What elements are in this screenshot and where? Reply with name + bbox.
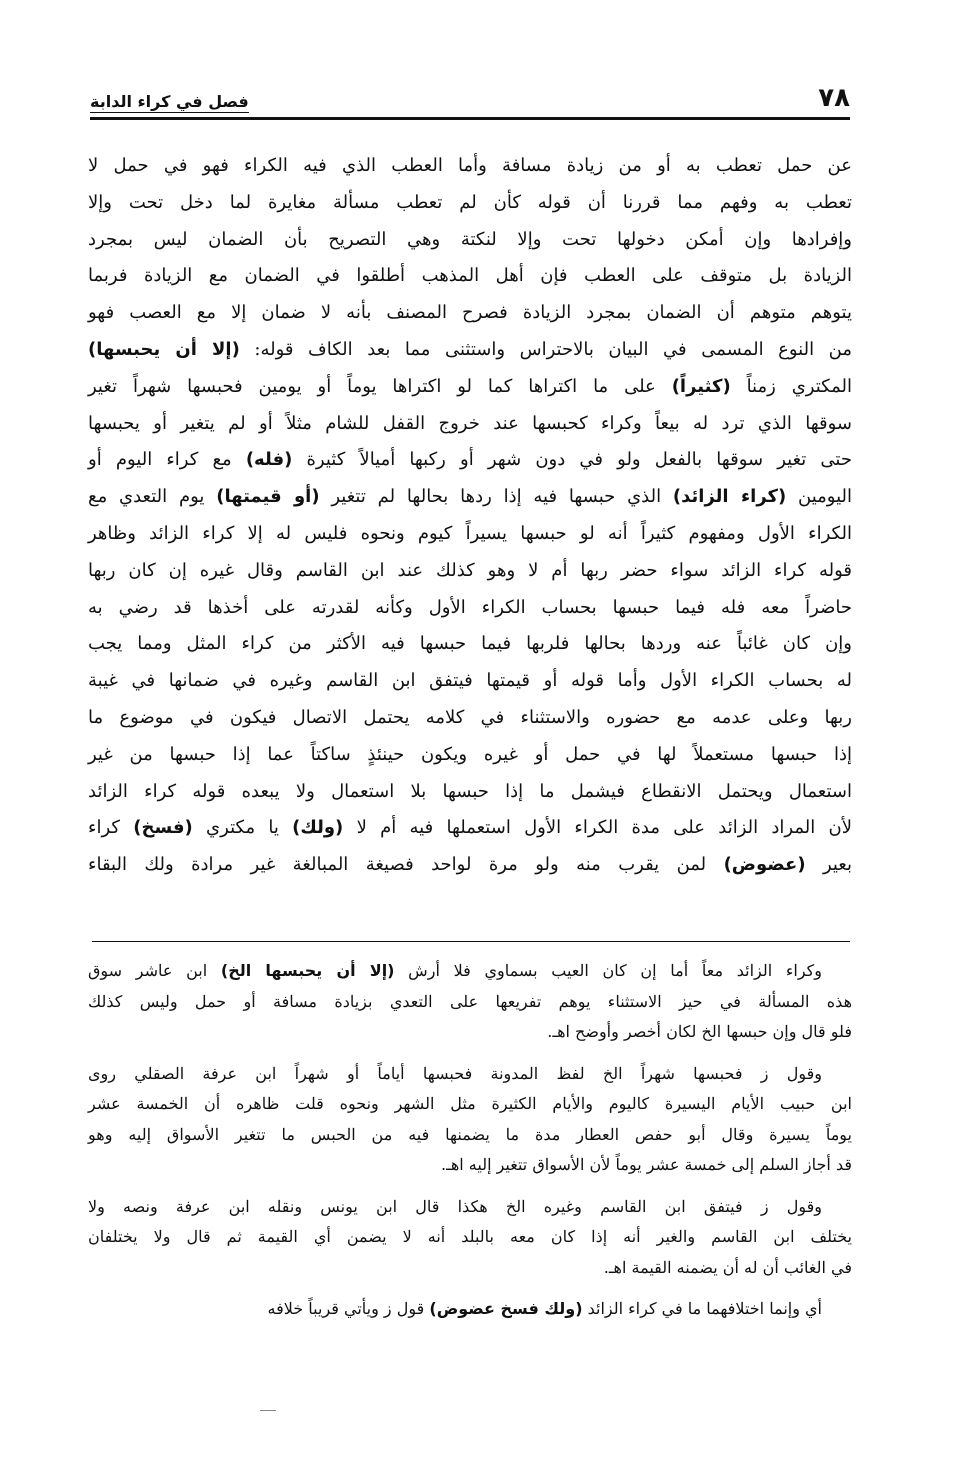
text-run: الكراء الأول ومفهوم كثيراً أنه لو حبسها يسيراً كيوم ونحوه فليس له إلا كراء الزائد وظاهر	[88, 522, 852, 544]
footnote-line	[88, 956, 852, 987]
footnote-line	[88, 1192, 852, 1223]
text-run: حاضراً معه فله فيما حبسها بحساب الكراء الأول وكأنه لقدرته على أخذها قد رضي به	[88, 596, 852, 618]
text-run: وقول ز فحبسها شهراً الخ لفظ المدونة فحبسها أياماً أو شهراً ابن عرفة الصقلي روى	[88, 1063, 822, 1083]
text-run: سوقها الذي ترد له بيعاً وكراء كحبسها عند خروج القفل للشام مثلاً أو لم يتغير أو يحبسها	[88, 412, 852, 434]
text-run: من النوع المسمى في البيان بالاحتراس واستثنى مما بعد الكاف قوله:	[239, 338, 852, 360]
text-run: له بحساب الكراء الأول وأما قوله أو قيمتها فيتفق ابن القاسم وغيره في ضمانها في غيبة	[88, 670, 852, 692]
main-text-line	[88, 626, 852, 663]
footnote-line	[88, 1017, 852, 1048]
text-run: استعمال ويحتمل الانقطاع فيشمل ما إذا حبسها بلا استعمال ولا يبعده قوله كراء الزائد	[88, 780, 852, 802]
text-run: عن حمل تعطب به أو من زيادة مسافة وأما العطب الذي فيه الكراء فهو في حمل لا	[88, 155, 852, 176]
text-run: يوماً يسيرة وقال أبو حفص العطار مدة ما يضمنها فيه من الحبس ما تتغير الأسواق إليه وهو	[88, 1124, 852, 1144]
page-end-mark	[260, 1410, 276, 1411]
text-run: إذا حبسها مستعملاً لها في حمل أو غيره ويكون حينئذٍ ساكتاً عما إذا حبسها من غير	[88, 743, 852, 765]
footnotes	[88, 956, 852, 1336]
main-text-line	[88, 369, 852, 406]
main-text	[88, 148, 852, 884]
text-run: لمن يقرب منه ولو مرة لواحد فصيغة المبالغة غير مرادة ولك البقاء	[88, 854, 724, 876]
text-run: يختلف ابن القاسم والغير أنه إذا كان معه بالبلد أنه لا يضمن أي القيمة ثم قال ولا يختلفان	[88, 1227, 852, 1246]
main-text-line	[88, 737, 852, 774]
main-text-line	[88, 185, 852, 222]
text-run: تعطب به وفهم مما قررنا أن قوله كأن لم تعطب مسألة مغايرة لما دخل تحت وإلا	[88, 191, 852, 213]
text-run: المكتري زمناً	[730, 375, 852, 397]
text-run: لأن المراد الزائد على مدة الكراء الأول استعملها فيه أم لا	[343, 817, 852, 839]
main-text-line	[88, 553, 852, 590]
main-text-line	[88, 479, 852, 516]
footnote-paragraph	[88, 956, 852, 1048]
page-number: ٧٨	[818, 83, 850, 113]
text-run: فلو قال وإن حبسها الخ لكان أخصر وأوضح اهـ.	[547, 1022, 852, 1041]
text-run: قول ز ويأتي قريباً خلافه	[267, 1299, 430, 1318]
text-run: حتى تغير سوقها بالفعل ولو في دون شهر أو ركبها أميالاً كثيرة	[292, 449, 852, 471]
text-run: اليومين	[786, 486, 853, 508]
main-text-line	[88, 663, 852, 700]
bold-matn-quote: (كثيراً)	[671, 375, 731, 397]
text-run: ابن عاشر سوق	[88, 961, 221, 980]
bold-matn-quote: (أو قيمتها)	[216, 486, 320, 508]
footnote-line	[88, 1089, 852, 1120]
main-text-line	[88, 516, 852, 553]
text-run: قد أجاز السلم إلى خمسة عشر يوماً لأن الأسواق تتغير إليه اهـ.	[441, 1155, 852, 1174]
main-text-line	[88, 295, 852, 332]
main-text-line	[88, 847, 852, 884]
main-text-line	[88, 442, 852, 479]
text-run: قوله كراء الزائد سواء حضر ربها أم لا وهو كذلك عند ابن القاسم وقال غيره إن كان ربها	[88, 559, 852, 581]
text-run: الزيادة بل متوقف على العطب فإن أهل المذهب أطلقوا في الضمان مع الزيادة فربما	[88, 265, 852, 287]
footnote-paragraph	[88, 1059, 852, 1181]
bold-matn-quote: (إلا أن يحبسها الخ)	[220, 961, 395, 980]
footnote-line	[88, 1059, 852, 1090]
footnote-separator	[92, 941, 850, 942]
text-run: وإن كان غائباً عنه وردها بحالها فلربها فيما حبسها فيه الأكثر من كراء المثل ومما يجب	[88, 633, 852, 655]
main-text-line	[88, 774, 852, 811]
text-run: يتوهم متوهم أن الضمان بمجرد الزيادة فصرح المصنف بأنه لا ضمان إلا مع العصب فهو	[88, 302, 852, 324]
text-run: أي وإنما اختلافهما ما في كراء الزائد	[582, 1299, 822, 1318]
footnote-line	[88, 1120, 852, 1151]
bold-matn-quote: (فسخ)	[133, 817, 193, 839]
footnote-line	[88, 1150, 852, 1181]
text-run: وإفرادها وإن أمكن دخولها تحت وإلا لنكتة وهي التصريح بأن الضمان ليس بمجرد	[88, 228, 852, 250]
footnote-line	[88, 1253, 852, 1284]
text-run: يوم التعدي مع	[88, 486, 217, 508]
main-text-line	[88, 590, 852, 627]
footnote-line	[88, 1222, 852, 1253]
text-run: يا مكتري	[192, 817, 293, 839]
text-run: وقول ز فيتفق ابن القاسم وغيره الخ هكذا قال ابن يونس ونقله ابن عرفة ونصه ولا	[88, 1196, 823, 1216]
main-text-line	[88, 258, 852, 295]
text-run: الذي حبسها فيه إذا ردها بحالها لم تتغير	[319, 486, 673, 508]
text-run: ربها وعلى عدمه مع حضوره والاستثناء في كلامه يحتمل الاتصال فيكون في موضوع ما	[88, 706, 852, 728]
text-run: هذه المسألة في حيز الاستثناء يوهم تفريعها على التعدي بزيادة مسافة أو حمل وليس كذلك	[88, 991, 852, 1011]
text-run: في الغائب أن له أن يضمنه القيمة اهـ.	[603, 1257, 852, 1277]
text-run: بعير	[805, 854, 852, 876]
text-run: ابن حبيب الأيام اليسيرة كاليوم والأيام الكثيرة مثل الشهر ونحوه قلت ظاهره أن الخمسة عشر	[88, 1094, 852, 1113]
footnote-paragraph	[88, 1192, 852, 1284]
footnote-line	[88, 987, 852, 1018]
footnote-paragraph	[88, 1294, 852, 1325]
bold-matn-quote: (ولك فسخ عضوض)	[429, 1299, 583, 1318]
text-run: مع كراء اليوم أو	[88, 449, 246, 471]
main-text-line	[88, 406, 852, 443]
chapter-title: فصل في كراء الدابة	[90, 92, 249, 111]
main-text-line	[88, 700, 852, 737]
main-text-line	[88, 222, 852, 259]
text-run: على ما اكتراها كما لو اكتراها يوماً أو يومين فحبسها شهراً تغير	[88, 375, 672, 397]
footnote-line	[88, 1294, 852, 1325]
main-text-line	[88, 810, 852, 847]
bold-matn-quote: (كراء الزائد)	[672, 486, 787, 508]
bold-matn-quote: (ولك)	[292, 817, 344, 839]
running-header	[90, 83, 850, 120]
text-run: وكراء الزائد معاً أما إن كان العيب بسماوي فلا أرش	[394, 961, 823, 980]
bold-matn-quote: (فله)	[245, 449, 293, 471]
main-text-line	[88, 332, 852, 369]
text-run: كراء	[88, 817, 134, 839]
main-text-line	[88, 148, 852, 185]
bold-matn-quote: (إلا أن يحبسها)	[88, 338, 240, 360]
bold-matn-quote: (عضوض)	[723, 854, 806, 876]
